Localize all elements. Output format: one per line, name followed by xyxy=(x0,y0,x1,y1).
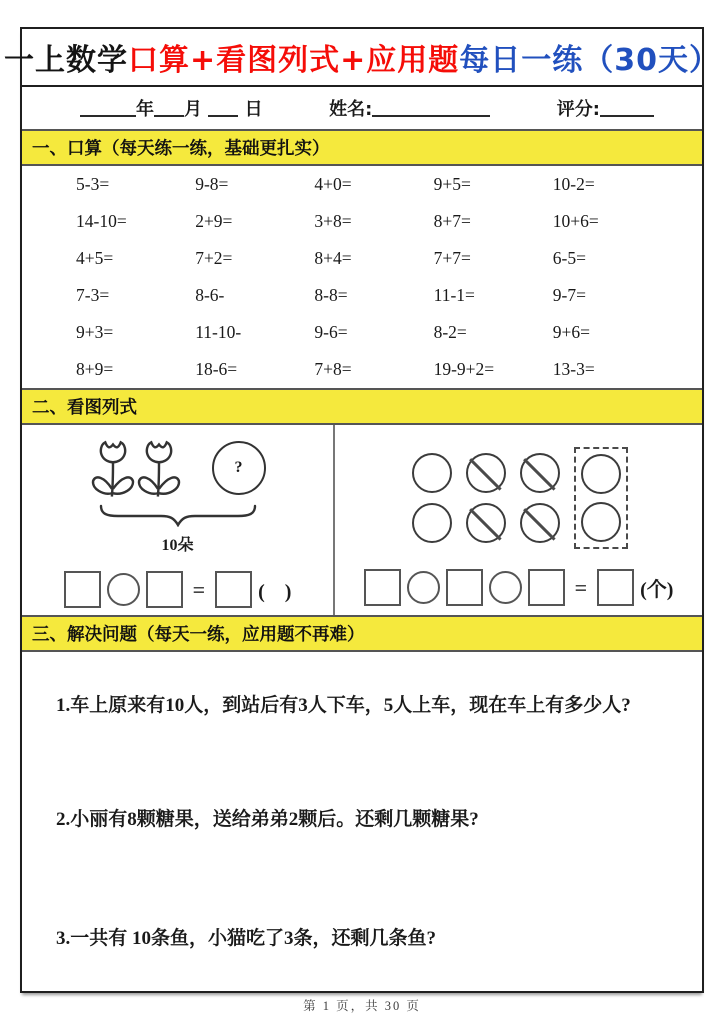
circle-icon xyxy=(581,454,621,494)
year-blank xyxy=(80,101,136,117)
day-label: 日 xyxy=(244,99,263,120)
flower-illustration xyxy=(90,439,266,501)
circle-icon xyxy=(581,502,621,542)
page-title xyxy=(3,29,721,87)
oral-problem: 7+7= xyxy=(433,248,471,268)
circle-icon xyxy=(412,453,452,493)
oral-problem: 5-3= xyxy=(76,174,110,194)
answer-square xyxy=(364,569,401,606)
oral-problem: 4+5= xyxy=(76,248,114,268)
month-label: 月 xyxy=(184,99,202,120)
oral-problem: 10+6= xyxy=(552,211,599,231)
worksheet-sheet xyxy=(3,27,721,993)
name-field xyxy=(329,95,490,121)
oral-problem: 11-10- xyxy=(195,322,242,342)
oral-problem: 8-6- xyxy=(195,285,225,305)
oral-problem: 9+6= xyxy=(552,322,591,342)
answer-square xyxy=(215,571,252,608)
oral-problem: 7+8= xyxy=(314,359,352,379)
section-3-heading xyxy=(22,615,702,652)
oral-problem: 9+5= xyxy=(433,174,471,194)
picture-problem-circles xyxy=(335,425,702,615)
equation-blanks-right xyxy=(361,569,677,606)
oral-problem: 9-6= xyxy=(314,322,348,342)
circle-column-crossed xyxy=(466,453,506,543)
oral-problem: 9-8= xyxy=(195,174,229,194)
tulip-icon xyxy=(90,439,136,501)
oral-problems-grid xyxy=(22,166,702,388)
crossed-circle-icon xyxy=(466,453,506,493)
crossed-circle-icon xyxy=(520,503,560,543)
picture-problem-flowers xyxy=(22,425,335,615)
answer-square xyxy=(528,569,565,606)
word-problem-1: 1.车上原来有10人，到站后有3人下车，5人上车，现在车上有多少人? xyxy=(56,695,631,716)
oral-problem: 7+2= xyxy=(195,248,233,268)
oral-problem: 11-1= xyxy=(433,285,475,305)
picture-problems xyxy=(22,425,702,615)
slash-mark xyxy=(524,508,556,540)
crossed-circle-icon xyxy=(520,453,560,493)
year-label: 年 xyxy=(136,99,154,120)
oral-problem: 13-3= xyxy=(552,359,595,379)
circle-icon xyxy=(412,503,452,543)
circle-column xyxy=(412,453,452,543)
equation-blanks-left xyxy=(61,571,295,608)
oral-problem: 9-7= xyxy=(552,285,586,305)
word-problem-3: 3.一共有 10条鱼，小猫吃了3条，还剩几条鱼? xyxy=(56,928,437,950)
equals-sign: = xyxy=(574,574,588,600)
score-blank xyxy=(600,101,654,117)
equals-sign: = xyxy=(192,576,206,602)
oral-problem: 8-2= xyxy=(433,322,467,342)
slash-mark xyxy=(470,458,502,490)
word-problem-2: 2.小丽有8颗糖果，送给弟弟2颗后。还剩几颗糖果? xyxy=(56,808,479,830)
oral-problem: 4+0= xyxy=(314,174,352,194)
oral-problem: 19-9+2= xyxy=(433,359,495,379)
info-line xyxy=(22,87,702,129)
slash-mark xyxy=(470,508,502,540)
circle-illustration xyxy=(405,447,632,549)
oral-problem: 7-3= xyxy=(76,285,110,305)
operator-circle xyxy=(107,573,140,606)
answer-square xyxy=(446,569,483,606)
oral-problem: 6-5= xyxy=(552,248,586,268)
section-2-heading-text: 二、看图列式 xyxy=(32,398,137,418)
oral-problem: 8-8= xyxy=(314,285,348,305)
title-part-black: 一上数学 xyxy=(3,43,128,78)
day-blank xyxy=(208,101,238,117)
dashed-group-box xyxy=(574,447,628,549)
oral-problem: 14-10= xyxy=(76,211,127,231)
question-mark: ? xyxy=(234,459,243,476)
word-problems xyxy=(22,652,702,991)
title-part-red: 口算+看图列式+应用题 xyxy=(127,43,460,78)
brace-icon xyxy=(98,503,258,532)
name-label: 姓名: xyxy=(329,99,373,120)
date-fields xyxy=(80,95,263,121)
month-blank xyxy=(154,101,184,117)
slash-mark xyxy=(524,458,556,490)
oral-problem: 8+4= xyxy=(314,248,352,268)
answer-square xyxy=(146,571,183,608)
answer-square xyxy=(64,571,101,608)
oral-problem: 8+7= xyxy=(433,211,471,231)
score-label: 评分: xyxy=(556,99,600,120)
crossed-circle-icon xyxy=(466,503,506,543)
oral-problem: 2+9= xyxy=(195,211,233,231)
answer-square xyxy=(597,569,634,606)
oral-problem: 3+8= xyxy=(314,211,352,231)
oral-problem: 9+3= xyxy=(76,322,114,342)
unit-parentheses: (个) xyxy=(640,579,674,601)
operator-circle xyxy=(489,571,522,604)
section-1-heading xyxy=(22,129,702,166)
brace-label: 10朵 xyxy=(161,537,194,554)
operator-circle xyxy=(407,571,440,604)
title-part-blue: 每日一练（30天） xyxy=(459,43,721,78)
tulip-icon xyxy=(136,439,182,501)
oral-problem: 18-6= xyxy=(195,359,238,379)
section-3-heading-text: 三、解决问题（每天一练，应用题不再难） xyxy=(32,625,365,645)
page-number-footer: 第 1 页，共 30 页 xyxy=(303,999,421,1013)
score-field xyxy=(557,95,654,121)
unit-parentheses: ( ) xyxy=(258,581,292,603)
section-1-heading-text: 一、口算（每天练一练，基础更扎实） xyxy=(32,139,330,159)
section-2-heading xyxy=(22,388,702,425)
oral-problem: 10-2= xyxy=(552,174,595,194)
oral-problem: 8+9= xyxy=(76,359,114,379)
circle-column-crossed xyxy=(520,453,560,543)
unknown-quantity-circle xyxy=(212,441,266,495)
name-blank xyxy=(372,101,490,117)
